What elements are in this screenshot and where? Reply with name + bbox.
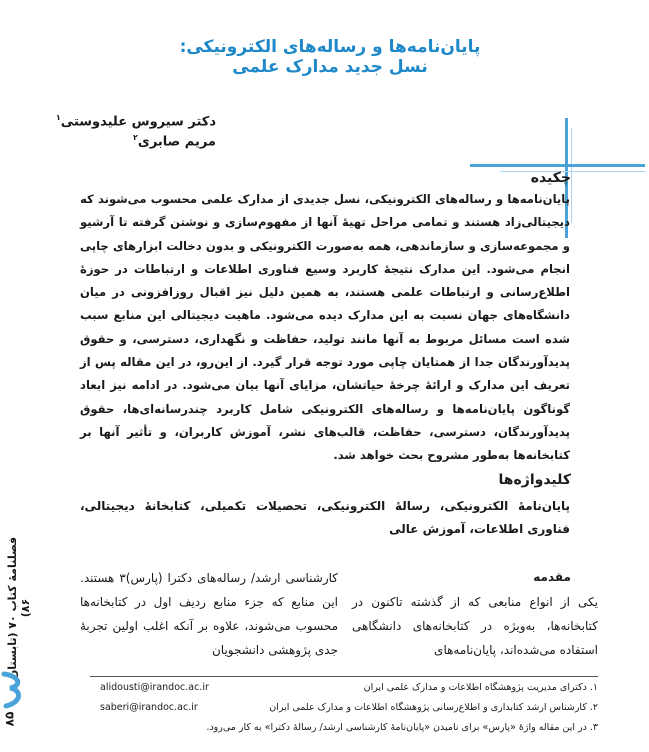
footnote-email[interactable]: saberi@irandoc.ac.ir (100, 702, 198, 713)
decor-vertical-line-thin (571, 128, 572, 223)
author-2 (0, 128, 216, 152)
footnote-item (100, 718, 598, 738)
left-column-text: کارشناسی ارشد/ رساله‌های دکترا (پارس)۳ هستند. این منابع که جزء منابع ردیف اول در کتابخانه‌ها محسوب می‌شوند، علاوه بر آنکه اغلب اولین تجربهٔ جدی پژوهشی دانشجویان (80, 571, 339, 657)
abstract-heading: چکیده (530, 170, 571, 186)
decor-horizontal-line (470, 164, 645, 167)
intro-heading: مقدمه (533, 570, 571, 584)
abstract-text: پایان‌نامه‌ها و رساله‌های الکترونیکی، نسل جدیدی از مدارک علمی محسوب می‌شوند که دیجیتالی‌زاد هستند و تمامی مراحل تهیهٔ آنها از مفهوم‌سازی و نوشتن گرفته تا آرشیو و مجموعه‌سازی و سازماندهی، همه به‌صورت الکترونیکی و بدون دخالت ابزارهای چاپی انجام می‌شود. این مدارک نتیجهٔ کاربرد وسیع فناوری اطلاعات و ارتباطات در حوزهٔ اطلاع‌رسانی و ارتباطات علمی هستند، به همین دلیل نیز اقبال روزافزونی در میان دانشگاه‌های جهان نسبت به این مدارک دیده می‌شود. ماهیت دیجیتالی این منابع سبب شده است مسائل مربوط به آنها مانند تولید، حفاظت و نگهداری، دسترسی، و حقوق پدیدآورندگان جدا از همتایان چاپی مورد توجه قرار گیرد. از این‌رو، در این مقاله پس از تعریف این مدارک و ارائهٔ چرخهٔ حیاتشان، مزایای آنها بیان می‌شود. در ادامه نیز ابعاد گوناگون پایان‌نامه‌ها و رساله‌های الکترونیکی شامل کاربرد چندرسانه‌ای‌ها، حقوق پدیدآورندگان، دسترسی، حفاظت، قالب‌های نشر، آموزش کاربران، و تأثیر آنها بر کتابخانه‌ها به‌طور مشروح بحث خواهد شد. (80, 192, 570, 463)
footnote-text: ۳. در این مقاله واژهٔ «پارس» برای نامیدن «پایان‌نامهٔ کارشناسی ارشد/ رسالهٔ دکترا» به کار می‌رود. (206, 722, 598, 733)
footnotes (100, 678, 598, 738)
footnote-item (100, 698, 598, 718)
article-title-line-2: نسل جدید مدارک علمی (232, 57, 428, 77)
footnote-divider (90, 676, 598, 677)
swirl-logo-icon (0, 670, 26, 710)
author-name: مریم صابری (137, 134, 216, 150)
keywords-text: پایان‌نامهٔ الکترونیکی، رسالهٔ الکترونیکی، تحصیلات تکمیلی، کتابخانهٔ دیجیتالی، فناوری اطلاعات، آموزش عالی (80, 499, 570, 536)
keywords-heading: کلیدواژه‌ها (498, 472, 571, 488)
decor-horizontal-line-thin (500, 171, 645, 172)
footnote-email[interactable]: alidousti@irandoc.ac.ir (100, 682, 209, 693)
footnote-text: ۲. کارشناس ارشد کتابداری و اطلاع‌رسانی پژوهشگاه اطلاعات و مدارک علمی ایران (269, 702, 598, 713)
author-name: دکتر سیروس علیدوستی (60, 114, 216, 130)
footnote-mark: ۱ (55, 113, 61, 122)
article-title-line-1: پایان‌نامه‌ها و رساله‌های الکترونیکی: (179, 37, 481, 57)
footnote-text: ۱. دکترای مدیریت پژوهشگاه اطلاعات و مدارک علمی ایران (363, 682, 598, 693)
intro-text: یکی از انواع منابعی که از گذشته تاکنون در کتابخانه‌ها، به‌ویژه در کتابخانه‌های دانشگاهی استفاده می‌شده‌اند، پایان‌نامه‌های (352, 595, 598, 657)
page-number: ۸۵ (2, 711, 17, 727)
footnote-item (100, 678, 598, 698)
footnote-mark: ۲ (133, 133, 138, 142)
journal-side-label: فصلنامهٔ کتاب ۷۰ (تابستان ۸۶) (6, 536, 32, 680)
